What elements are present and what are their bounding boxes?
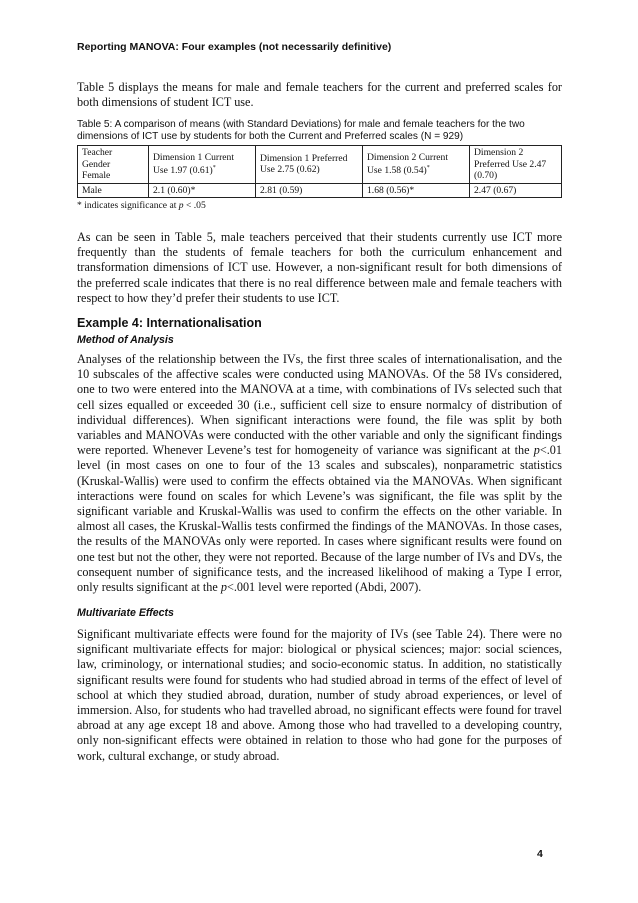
analyses-paragraph: [77, 352, 562, 595]
cell-d2-preferred: 2.47 (0.67): [470, 183, 562, 198]
analyses-part1: Analyses of the relationship between the IVs, the first three scales of internationalisation, and the 10 subscales of the affective scales were conducted using MANOVAs. Of the 58 IVs considered, one to two were entered into the MANOVA at a time, with combinations of IVs selected such that cell sizes equalled or exceeded 30 (i.e., sufficient cell size to ensure normalcy of distribution of individual differences). When significant interactions were found, the file was split by both variables and MANOVAs were conducted with the other variable and only the significant findings were reported. Whenever Levene’s test for homogeneity of variance was significant at the: [77, 352, 562, 458]
table-header-d1-current: [149, 146, 256, 184]
table-header-row: [78, 146, 562, 184]
header-gender: Gender: [82, 158, 111, 170]
analyses-part2: <.01 level (in most cases on one to four of the 13 scales and subscales), nonparametric statistics (Kruskal-Wallis) were used to confirm the effects obtained via the MANOVAs. When significant interactions were found on scales for which Levene’s was significant, the file was split by the significant variable and Kruskal-Wallis was used to confirm the effects on the other variable. In almost all cases, the Kruskal-Wallis tests confirmed the findings of the MANOVAs. In those cases, the results of the MANOVAs only were reported. In cases where significant results were found on one test but not the other, they were not reported. Because of the large number of IVs and DVs, the consequent number of significance tests, and the increased likelihood of making a Type I error, only results significant at the: [77, 443, 562, 595]
method-heading: Method of Analysis: [77, 334, 174, 346]
footnote-prefix: * indicates significance at: [77, 200, 179, 211]
analyses-part3: <.001 level were reported (Abdi, 2007).: [226, 580, 422, 595]
footnote-suffix: < .05: [183, 200, 206, 211]
example4-heading: Example 4: Internationalisation: [77, 316, 262, 330]
footnote-p: p: [178, 200, 184, 211]
analyses-p2: p: [220, 580, 227, 595]
cell-d2-current: 1.68 (0.56)*: [363, 183, 470, 198]
table-header-d1-preferred: [256, 146, 363, 184]
analyses-p1: p: [533, 443, 540, 458]
table-header-d2-preferred: [470, 146, 562, 184]
means-table: [77, 145, 562, 198]
page-number: 4: [537, 848, 543, 860]
table-header-d2-current: [363, 146, 470, 184]
header-female: Female: [82, 170, 111, 182]
table-caption: Table 5: A comparison of means (with Standard Deviations) for male and female teachers for the two dimensions of ICT use by students for both the Current and Preferred scales (N = 929): [77, 119, 525, 143]
table-header-gender: [78, 146, 149, 184]
intro-paragraph: Table 5 displays the means for male and female teachers for the current and preferred scales for both dimensions of student ICT use.: [77, 80, 562, 110]
multivariate-paragraph: Significant multivariate effects were found for the majority of IVs (see Table 24). There were no significant multivariate effects for major: biological or physical sciences; major: social sciences, law, criminology, or international studies; and socio-economic status. In addition, no statistically significant results were found for students who had studied abroad in terms of the effect of level of school at which they studied abroad, duration, number of study abroad experiences, or level of immersion. Also, for students who had travelled abroad, no significant effects were found for travel abroad at any age except 18 and above. Among those who had travelled to a developing country, only non-significant effects were obtained in relation to those who had gone for the purposes of work, cultural exchange, or study abroad.: [77, 627, 562, 763]
header-d2-preferred-text: Dimension 2 Preferred Use 2.47 (0.70): [474, 147, 547, 182]
header-d1-preferred-text: Dimension 1 Preferred Use 2.75 (0.62): [260, 152, 348, 176]
running-header: Reporting MANOVA: Four examples (not necessarily definitive): [77, 41, 392, 53]
significance-mark: *: [426, 165, 430, 172]
cell-d1-preferred: 2.81 (0.59): [256, 183, 363, 198]
multivariate-heading: Multivariate Effects: [77, 607, 174, 619]
cell-gender: Male: [78, 183, 149, 198]
cell-d1-current: 2.1 (0.60)*: [149, 183, 256, 198]
header-d1-current-text: Dimension 1 Current Use 1.97 (0.61): [153, 151, 235, 177]
significance-mark: *: [212, 165, 216, 172]
table-row: [78, 183, 562, 198]
header-d2-current-text: Dimension 2 Current Use 1.58 (0.54): [367, 151, 449, 177]
after-table-paragraph: As can be seen in Table 5, male teachers perceived that their students currently use ICT more frequently than the students of female teachers for both the curriculum enhancement and transformation dimensions of ICT use. However, a non-significant result for both dimensions of the preferred scale indicates that there is no real difference between male and female teachers with respect to how they’d prefer their students to use ICT.: [77, 230, 562, 305]
table-footnote: [77, 200, 206, 211]
header-teacher: Teacher: [82, 147, 113, 158]
